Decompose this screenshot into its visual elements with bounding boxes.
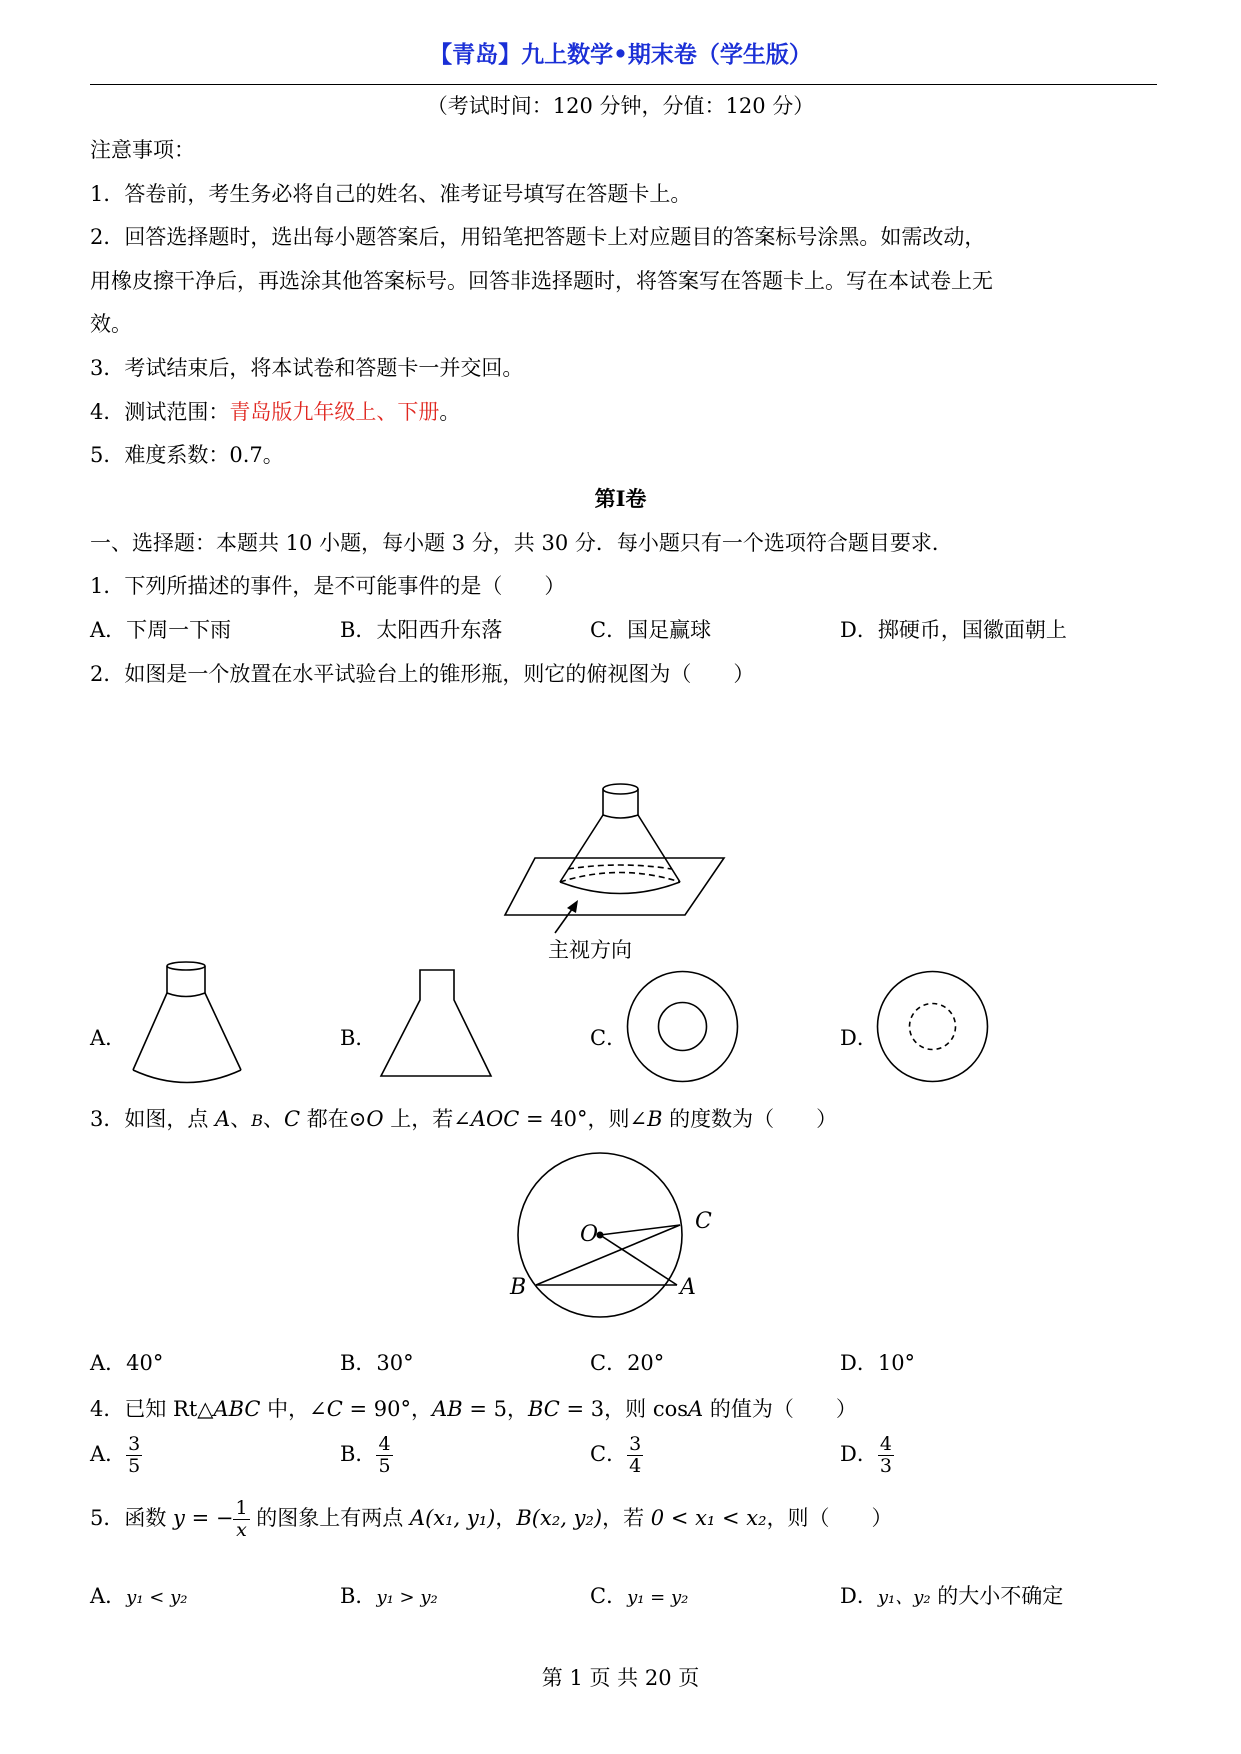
notes-item-4 bbox=[90, 396, 460, 426]
q4-stem-mid-1: 中，∠ bbox=[260, 1397, 327, 1421]
q4-angle-c: C bbox=[326, 1397, 343, 1421]
q2-option-d-figure bbox=[875, 969, 990, 1084]
q4-triangle: ABC bbox=[213, 1397, 261, 1421]
part1-instruction: 一、选择题：本题共 10 小题，每小题 3 分，共 30 分．每小题只有一个选项符合题目要求． bbox=[90, 531, 953, 555]
q5-option-c-letter: C． bbox=[590, 1584, 628, 1608]
test-range: 青岛版九年级上、下册 bbox=[229, 400, 440, 424]
q3-angle-aoc: AOC bbox=[470, 1107, 520, 1131]
q4-option-b-letter: B． bbox=[340, 1441, 377, 1466]
fraction-numerator: 1 bbox=[235, 1497, 248, 1519]
q4-side-ab: AB bbox=[432, 1397, 463, 1421]
q5-stem-mid-1: 的图象上有两点 bbox=[249, 1505, 410, 1530]
q4-option-d bbox=[840, 1434, 894, 1477]
q5-option-a-expr: y₁ < y₂ bbox=[126, 1587, 188, 1608]
q5-point-a: A(x₁, y₁) bbox=[409, 1505, 496, 1530]
q2-stem: 2．如图是一个放置在水平试验台上的锥形瓶，则它的俯视图为（ ） bbox=[90, 662, 755, 686]
q4-option-c-fraction bbox=[627, 1434, 643, 1477]
q3-stem-end: 的度数为（ ） bbox=[662, 1107, 838, 1131]
q5-option-a bbox=[90, 1580, 187, 1610]
q3-label-b: B bbox=[510, 1275, 527, 1300]
q3-option-a: A．40° bbox=[90, 1351, 164, 1375]
q5-option-a-letter: A． bbox=[90, 1584, 127, 1608]
q5-option-d-letter: D． bbox=[840, 1584, 878, 1608]
q5-condition: 0 < x₁ < x₂ bbox=[650, 1505, 767, 1530]
fraction-numerator: 3 bbox=[629, 1433, 642, 1455]
q1-option-a: A．下周一下雨 bbox=[90, 618, 232, 642]
exam-info: （考试时间：120 分钟，分值：120 分） bbox=[426, 94, 815, 118]
q3-sep-1: 、 bbox=[230, 1107, 252, 1131]
q2-figure-caption: 主视方向 bbox=[548, 938, 632, 962]
q3-stem-mid-2: 上，若∠ bbox=[383, 1107, 471, 1131]
fraction-denominator: 3 bbox=[879, 1454, 892, 1477]
q3-sep-2: 、 bbox=[262, 1107, 284, 1131]
q5-stem bbox=[90, 1498, 893, 1541]
q4-stem-mid-4: = 3，则 cos bbox=[559, 1397, 689, 1421]
q1-option-d: D．掷硬币，国徽面朝上 bbox=[840, 618, 1067, 642]
q3-stem-mid-3: = 40°，则∠ bbox=[519, 1107, 648, 1131]
section-title: 第Ⅰ卷 bbox=[594, 486, 647, 511]
q4-side-bc: BC bbox=[527, 1397, 560, 1421]
q4-stem bbox=[90, 1393, 857, 1423]
notes-item-2-line-2: 用橡皮擦干净后，再选涂其他答案标号。回答非选择题时，将答案写在答题卡上。写在本试卷上无 bbox=[90, 269, 993, 293]
q3-option-d: D．10° bbox=[840, 1351, 916, 1375]
q4-angle-a: A bbox=[688, 1397, 704, 1421]
q3-point-b: B bbox=[251, 1111, 263, 1130]
q2-option-c-figure bbox=[625, 969, 740, 1084]
fraction-numerator: 3 bbox=[128, 1433, 141, 1455]
q3-option-b: B．30° bbox=[340, 1351, 414, 1375]
q5-var-y: y bbox=[173, 1505, 185, 1530]
q5-stem-mid-2: ， bbox=[495, 1505, 517, 1530]
q2-option-a-figure bbox=[125, 960, 255, 1085]
q4-option-c-letter: C． bbox=[590, 1441, 628, 1466]
fraction-numerator: 4 bbox=[378, 1433, 391, 1455]
q3-stem-mid-1: 都在⊙ bbox=[300, 1107, 367, 1131]
q3-point-c: C bbox=[283, 1107, 301, 1131]
q3-label-o: O bbox=[580, 1222, 599, 1247]
q1-option-b: B．太阳西升东落 bbox=[340, 618, 503, 642]
notes-item-3: 3．考试结束后，将本试卷和答题卡一并交回。 bbox=[90, 356, 524, 380]
q1-option-c: C．国足赢球 bbox=[590, 618, 712, 642]
q4-stem-mid-3: = 5， bbox=[462, 1397, 528, 1421]
q5-option-d-suffix: 的大小不确定 bbox=[930, 1584, 1064, 1608]
q5-point-b: B(x₂, y₂) bbox=[516, 1505, 603, 1530]
q5-option-b bbox=[340, 1580, 438, 1610]
q5-option-c bbox=[590, 1580, 688, 1610]
q4-option-b-fraction bbox=[376, 1434, 392, 1477]
q1-stem: 1．下列所描述的事件，是不可能事件的是（ ） bbox=[90, 574, 566, 598]
q3-point-a: A bbox=[215, 1107, 231, 1131]
q4-option-d-letter: D． bbox=[840, 1441, 878, 1466]
q4-option-d-fraction bbox=[878, 1434, 894, 1477]
q5-option-c-expr: y₁ = y₂ bbox=[627, 1587, 689, 1608]
q5-option-b-letter: B． bbox=[340, 1584, 377, 1608]
page-footer: 第 1 页 共 20 页 bbox=[541, 1666, 700, 1690]
notes-item-2-line-1: 2．回答选择题时，选出每小题答案后，用铅笔把答题卡上对应题目的答案标号涂黑。如需改动， bbox=[90, 225, 986, 249]
q3-circle-figure bbox=[505, 1145, 735, 1330]
fraction-denominator: x bbox=[236, 1518, 247, 1541]
q4-stem-mid-2: = 90°， bbox=[342, 1397, 433, 1421]
q3-label-c: C bbox=[695, 1209, 712, 1234]
fraction-denominator: 4 bbox=[629, 1454, 642, 1477]
q5-stem-pre: 5．函数 bbox=[90, 1505, 174, 1530]
fraction-denominator: 5 bbox=[128, 1454, 141, 1477]
notes-item-2-line-3: 效。 bbox=[90, 312, 132, 336]
notes-item-4-prefix: 4．测试范围： bbox=[90, 400, 230, 424]
q4-option-c bbox=[590, 1434, 643, 1477]
q4-option-a-fraction bbox=[126, 1434, 142, 1477]
q2-option-b-figure bbox=[375, 968, 505, 1080]
notes-title: 注意事项： bbox=[90, 138, 195, 162]
notes-item-5: 5．难度系数：0.7。 bbox=[90, 443, 284, 467]
q5-option-b-expr: y₁ > y₂ bbox=[376, 1587, 438, 1608]
q5-equals: = − bbox=[184, 1505, 234, 1530]
q4-option-a bbox=[90, 1434, 142, 1477]
header-divider bbox=[90, 84, 1157, 85]
notes-item-4-suffix: 。 bbox=[439, 400, 461, 424]
q2-option-a-letter: A． bbox=[90, 1026, 127, 1050]
q4-stem-end: 的值为（ ） bbox=[703, 1397, 857, 1421]
q4-stem-pre: 4．已知 Rt△ bbox=[90, 1397, 214, 1421]
q2-option-d-letter: D． bbox=[840, 1026, 878, 1050]
q5-option-d-expr: y₁、y₂ bbox=[877, 1587, 931, 1608]
q3-angle-b: B bbox=[647, 1107, 663, 1131]
q3-stem bbox=[90, 1103, 837, 1133]
notes-item-1: 1．答卷前，考生务必将自己的姓名、准考证号填写在答题卡上。 bbox=[90, 182, 692, 206]
q5-fraction bbox=[233, 1498, 249, 1541]
q3-stem-pre: 3．如图，点 bbox=[90, 1107, 216, 1131]
q4-option-b bbox=[340, 1434, 393, 1477]
page-header-title: 【青岛】九上数学•期末卷（学生版） bbox=[429, 41, 812, 68]
q2-option-c-letter: C． bbox=[590, 1026, 628, 1050]
q5-stem-end: ，则（ ） bbox=[766, 1505, 893, 1530]
q5-option-d bbox=[840, 1580, 1063, 1610]
q3-point-o: O bbox=[366, 1107, 384, 1131]
q3-option-c: C．20° bbox=[590, 1351, 665, 1375]
q4-option-a-letter: A． bbox=[90, 1441, 127, 1466]
flask-figure bbox=[490, 765, 740, 935]
fraction-numerator: 4 bbox=[879, 1433, 892, 1455]
q3-label-a: A bbox=[680, 1275, 696, 1300]
q2-option-b-letter: B． bbox=[340, 1026, 377, 1050]
fraction-denominator: 5 bbox=[378, 1454, 391, 1477]
q5-stem-mid-3: ，若 bbox=[602, 1505, 651, 1530]
